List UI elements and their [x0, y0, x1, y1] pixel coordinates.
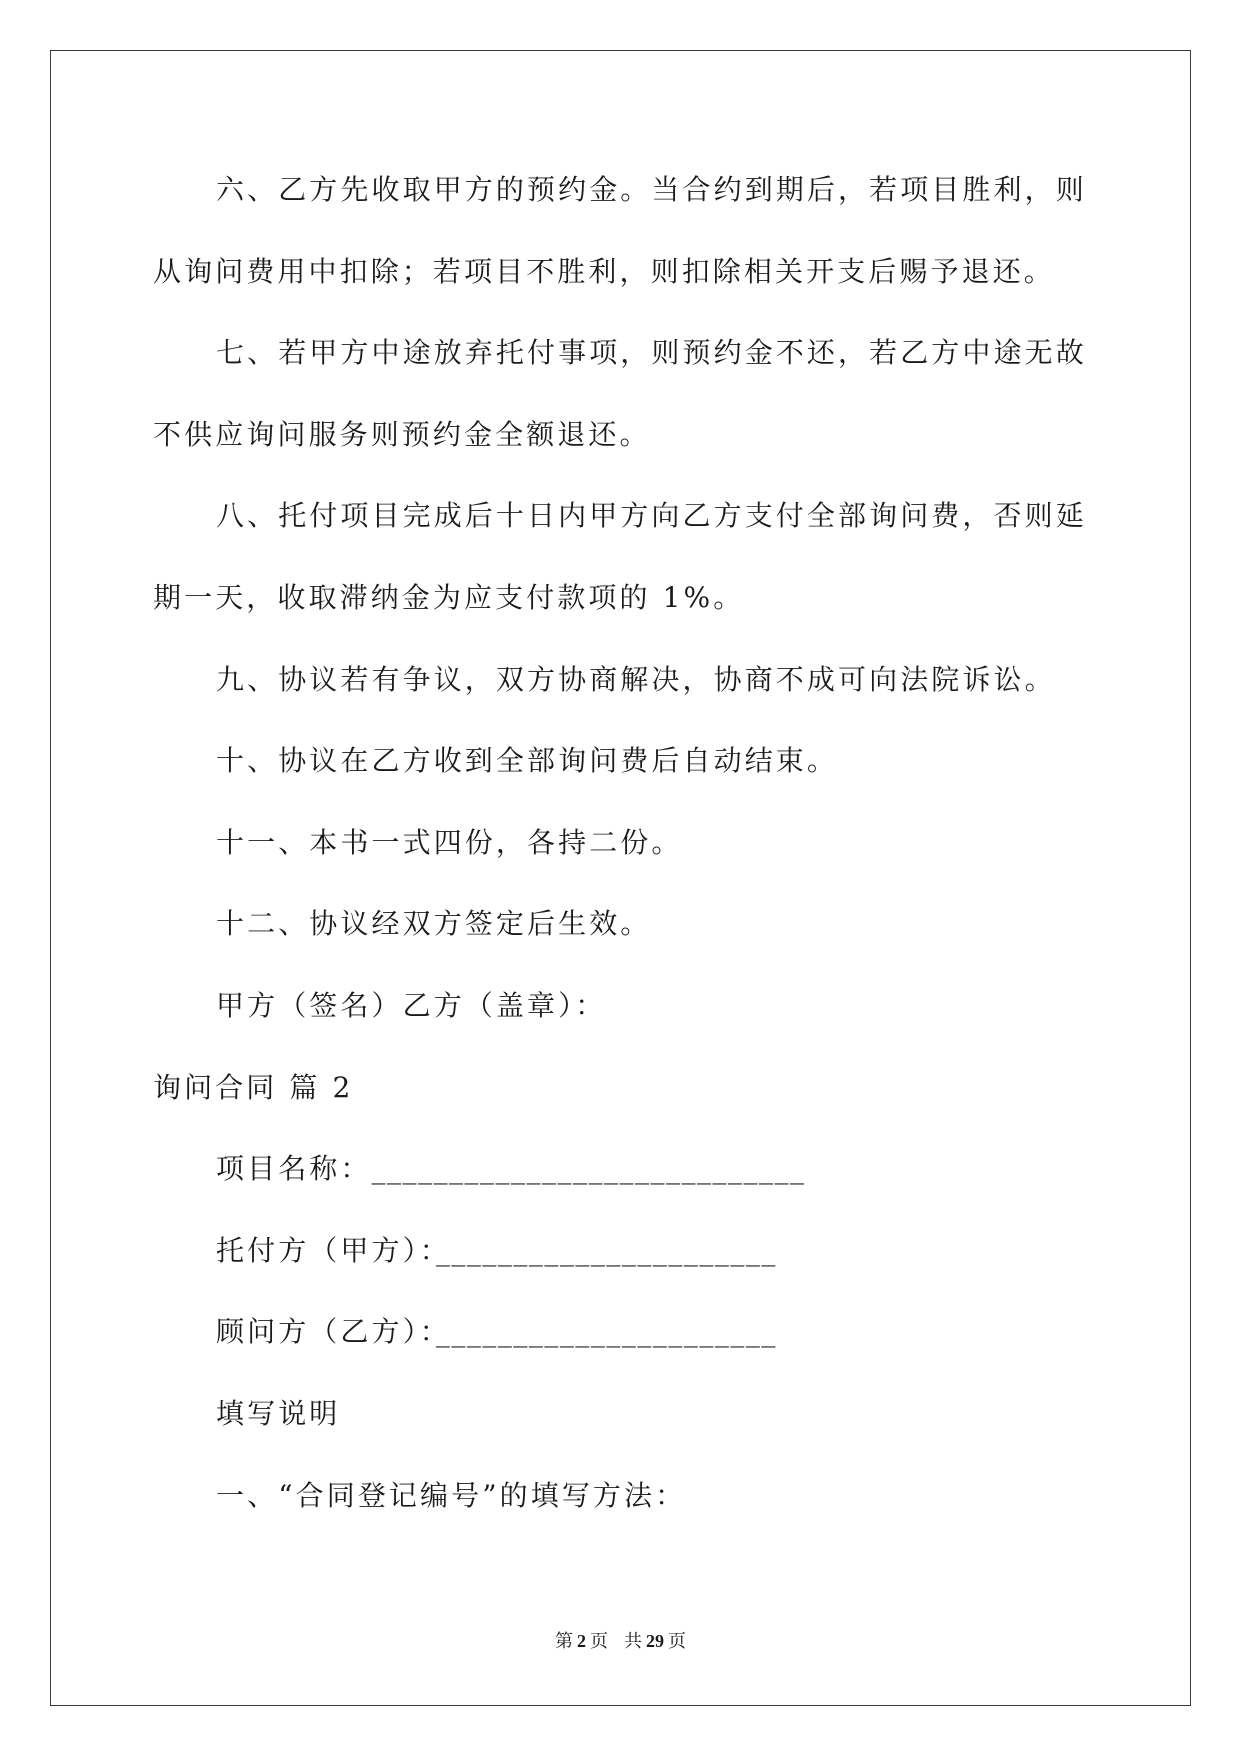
- field-consultant-party: [153, 1291, 1153, 1373]
- clause-seven-line-1: 七、若甲方中途放弃托付事项，则预约金不还，若乙方中途无故: [216, 336, 1087, 370]
- clause-six-line-1: 六、乙方先收取甲方的预约金。当合约到期后，若项目胜利，则: [216, 173, 1087, 206]
- clause-eleven: 十一、本书一式四份，各持二份。: [216, 825, 683, 859]
- instruction-item: 一、“合同登记编号”的填写方法：: [216, 1478, 687, 1512]
- field-label: 托付方（甲方）：: [216, 1233, 451, 1267]
- field-label: 顾问方（乙方）：: [216, 1315, 451, 1349]
- field-blank-line: ______________________: [435, 1233, 777, 1267]
- field-blank-line: ____________________________: [371, 1152, 806, 1186]
- total-label-suffix: 页: [668, 1631, 686, 1651]
- clause-six-line-2: 从询问费用中扣除；若项目不胜利，则扣除相关开支后赐予退还。: [153, 254, 1055, 288]
- signature-line: 甲方（签名）乙方（盖章）：: [216, 988, 607, 1022]
- clause-eight-line-1: 八、托付项目完成后十日内甲方向乙方支付全部询问费，否则延: [216, 499, 1087, 533]
- field-client-party: [153, 1210, 1153, 1292]
- clause-nine: 九、协议若有争议，双方协商解决，协商不成可向法院诉讼。: [216, 662, 1056, 696]
- total-pages: 29: [646, 1631, 664, 1651]
- clause-twelve: 十二、协议经双方签定后生效。: [216, 907, 652, 941]
- field-blank-line: ______________________: [435, 1315, 777, 1349]
- section-heading: 询问合同 篇 2: [153, 1070, 354, 1104]
- instructions-title: 填写说明: [216, 1396, 341, 1430]
- page-footer: [0, 1629, 1241, 1653]
- page-label-suffix: 页: [590, 1631, 608, 1651]
- page-label-prefix: 第: [555, 1631, 573, 1651]
- document-body: [153, 149, 1153, 1536]
- field-label: 项目名称：: [216, 1152, 372, 1186]
- clause-ten: 十、协议在乙方收到全部询问费后自动结束。: [216, 744, 839, 778]
- clause-seven-line-2: 不供应询问服务则预约金全额退还。: [153, 417, 651, 451]
- page-number: 2: [577, 1631, 586, 1651]
- clause-eight-line-2: 期一天，收取滞纳金为应支付款项的 1%。: [153, 580, 745, 614]
- total-label-prefix: 共: [624, 1631, 642, 1651]
- field-project-name: [153, 1128, 1153, 1210]
